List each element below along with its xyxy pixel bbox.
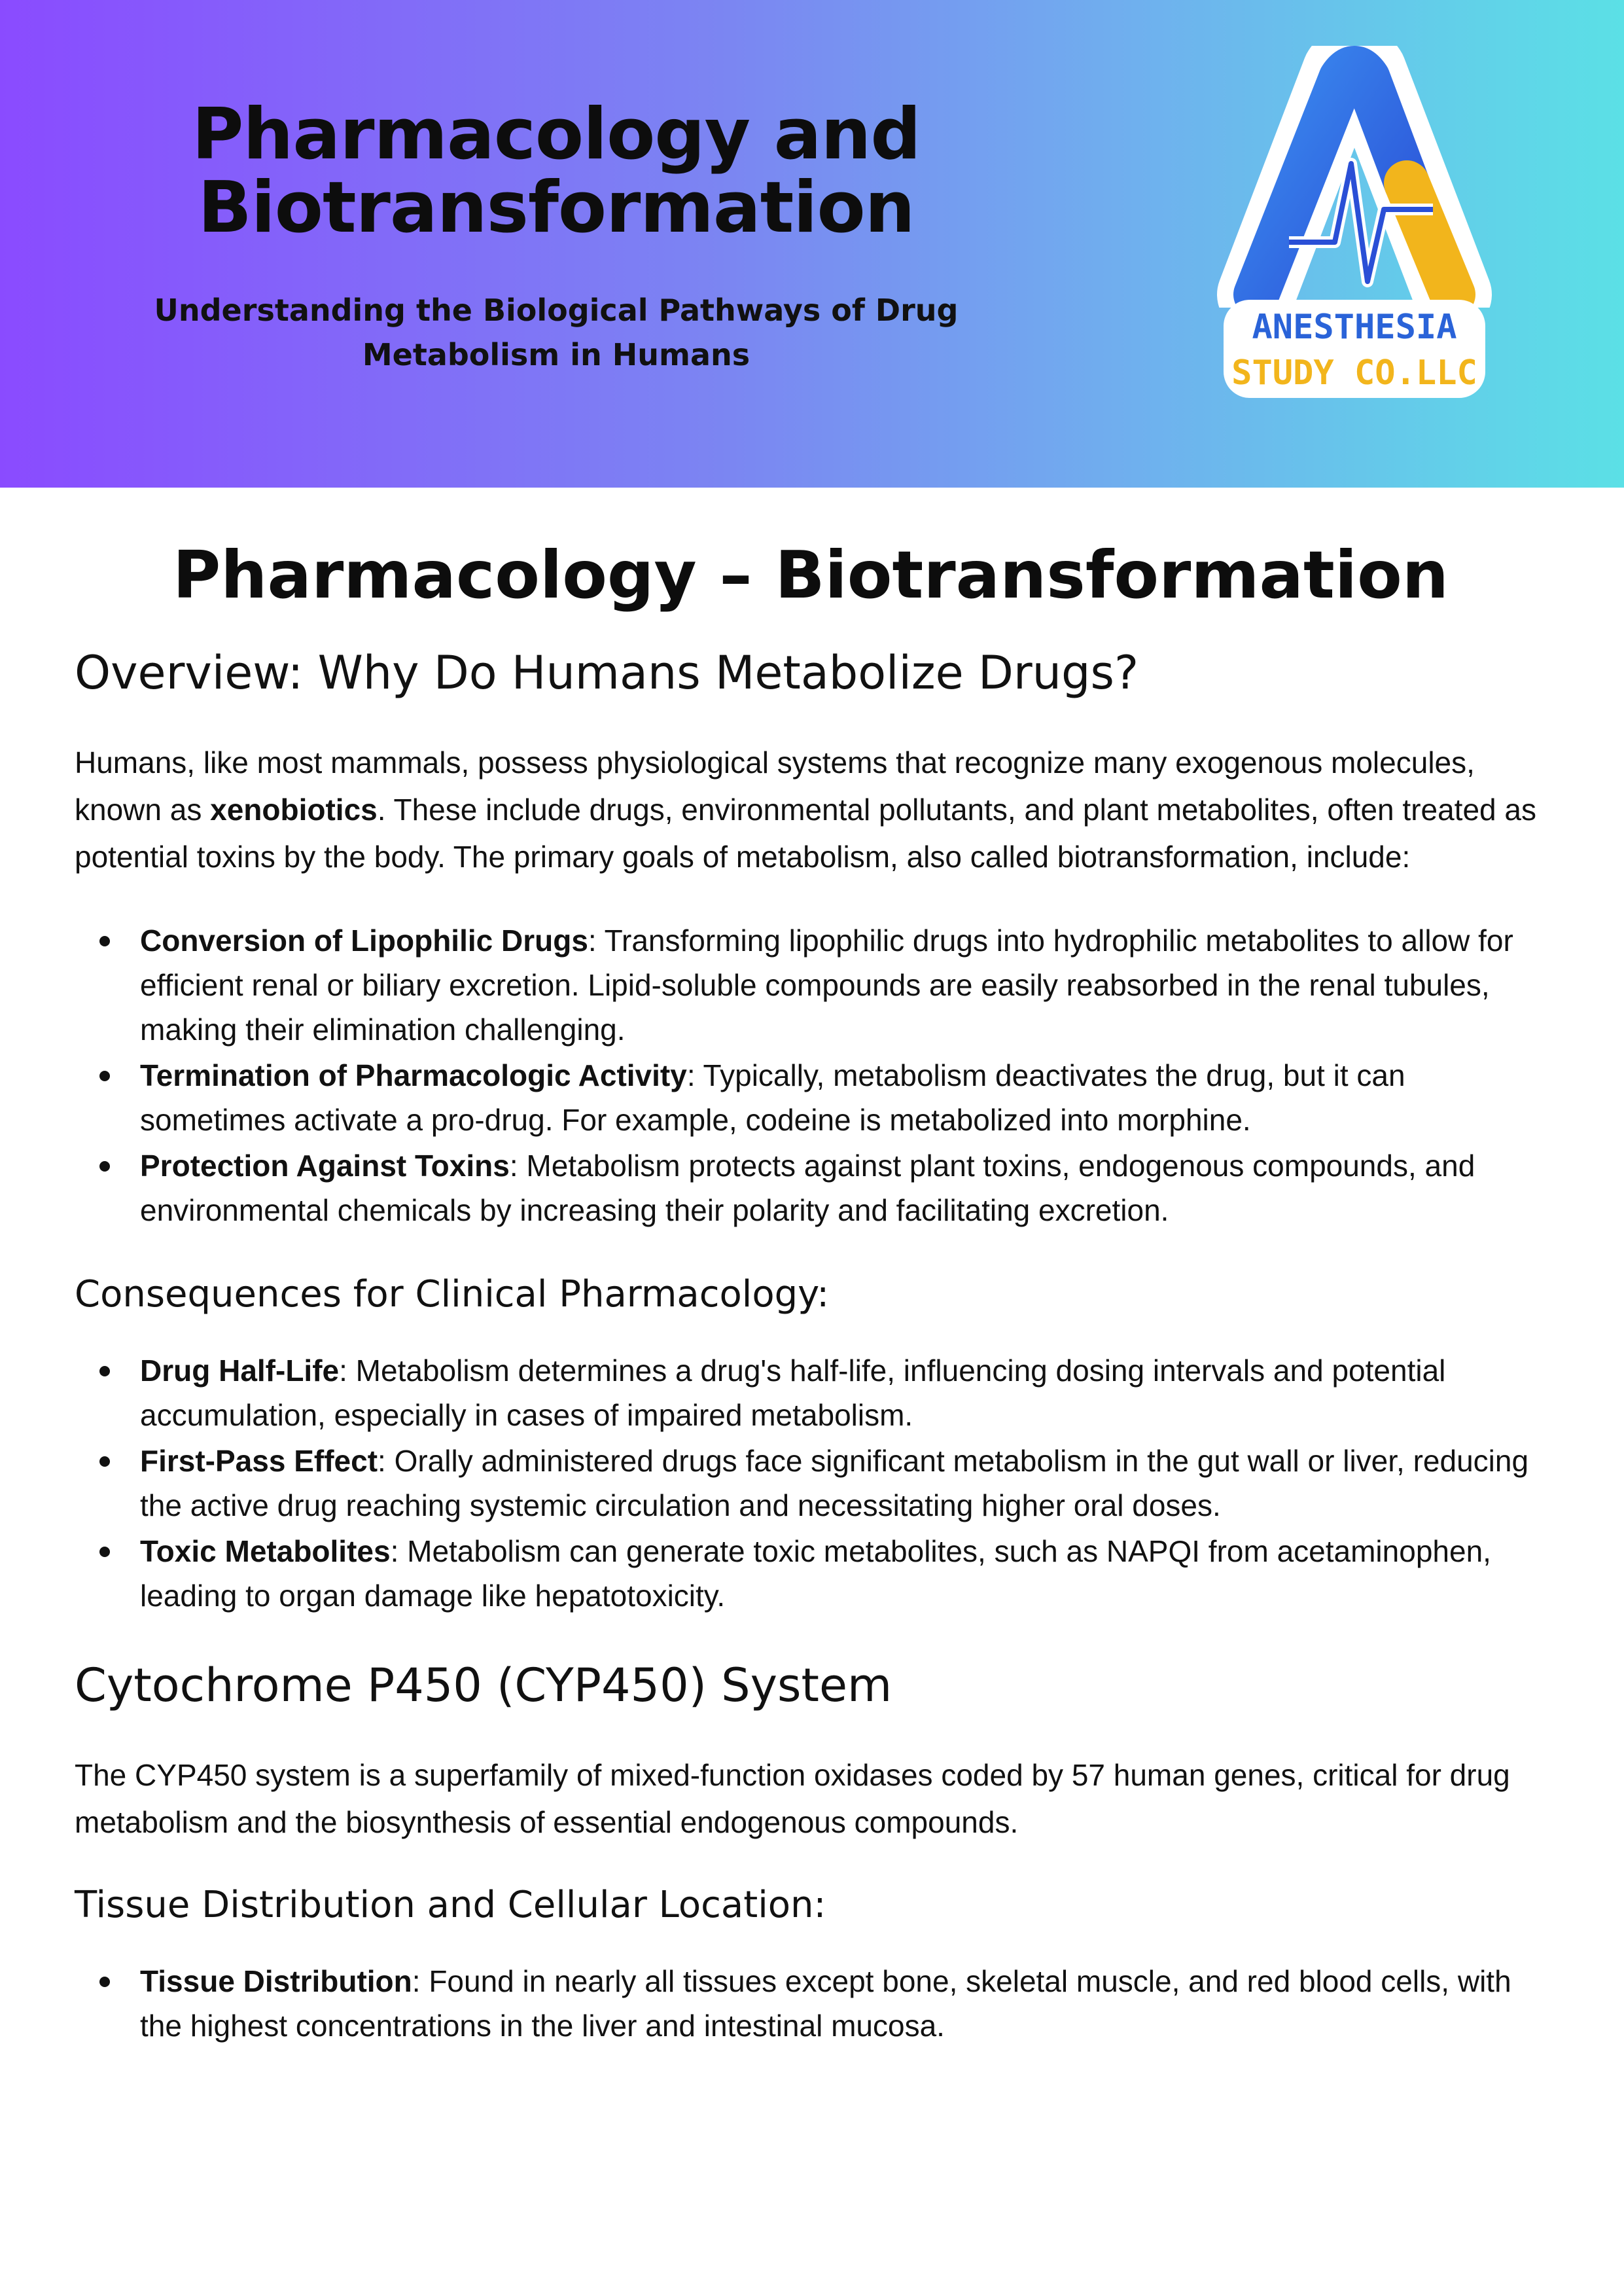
page-title: Pharmacology – Biotransformation	[173, 537, 1449, 613]
tissue-list	[75, 1959, 1547, 2048]
list-item: Termination of Pharmacologic Activity: Typically, metabolism deactivates the drug, but it can sometimes activate a pro-drug. For example, codeine is metabolized into morphine.	[140, 1053, 1547, 1142]
letter-a-heartbeat-icon	[1210, 46, 1498, 308]
cyp450-paragraph: The CYP450 system is a superfamily of mixed-function oxidases coded by 57 human genes, critical for drug metabolism and the biosynthesis of essential endogenous compounds.	[75, 1758, 1510, 1839]
term-xenobiotics: xenobiotics	[210, 793, 378, 827]
overview-heading: Overview: Why Do Humans Metabolize Drugs?	[75, 646, 1139, 700]
consequences-heading: Consequences for Clinical Pharmacology:	[75, 1273, 830, 1316]
tissue-heading: Tissue Distribution and Cellular Location:	[75, 1884, 826, 1926]
banner-subtitle: Understanding the Biological Pathways of Drug Metabolism in Humans	[154, 293, 959, 372]
overview-paragraph: Humans, like most mammals, possess physiological systems that recognize many exogenous molecules, known as xenobiotics. These include drugs, environmental pollutants, and plant metabolites, often treated as potential toxins by the body. The primary goals of metabolism, also called biotransformation, include:	[75, 745, 1536, 874]
list-item: First-Pass Effect: Orally administered drugs face significant metabolism in the gut wall or liver, reducing the active drug reaching systemic circulation and necessitating higher oral doses.	[140, 1439, 1547, 1528]
banner-title: Pharmacology and Biotransformation	[192, 94, 921, 249]
cyp450-heading: Cytochrome P450 (CYP450) System	[75, 1659, 892, 1712]
logo-text-line2: STUDY CO.LLC	[1231, 353, 1477, 393]
overview-list	[75, 918, 1547, 1232]
company-logo	[1210, 46, 1498, 412]
list-item: Drug Half-Life: Metabolism determines a drug's half-life, influencing dosing intervals and potential accumulation, especially in cases of impaired metabolism.	[140, 1348, 1547, 1437]
header-banner	[0, 0, 1624, 488]
document-content	[75, 524, 1547, 2089]
consequences-list	[75, 1348, 1547, 1618]
logo-text-line1: ANESTHESIA	[1252, 308, 1457, 347]
list-item: Conversion of Lipophilic Drugs: Transforming lipophilic drugs into hydrophilic metabolites to allow for efficient renal or biliary excretion. Lipid-soluble compounds are easily reabsorbed in the renal tubules, making their elimination challenging.	[140, 918, 1547, 1052]
list-item: Protection Against Toxins: Metabolism protects against plant toxins, endogenous compounds, and environmental chemicals by increasing their polarity and facilitating excretion.	[140, 1143, 1547, 1232]
list-item: Tissue Distribution: Found in nearly all tissues except bone, skeletal muscle, and red blood cells, with the highest concentrations in the liver and intestinal mucosa.	[140, 1959, 1547, 2048]
list-item: Toxic Metabolites: Metabolism can generate toxic metabolites, such as NAPQI from acetaminophen, leading to organ damage like hepatotoxicity.	[140, 1529, 1547, 1618]
